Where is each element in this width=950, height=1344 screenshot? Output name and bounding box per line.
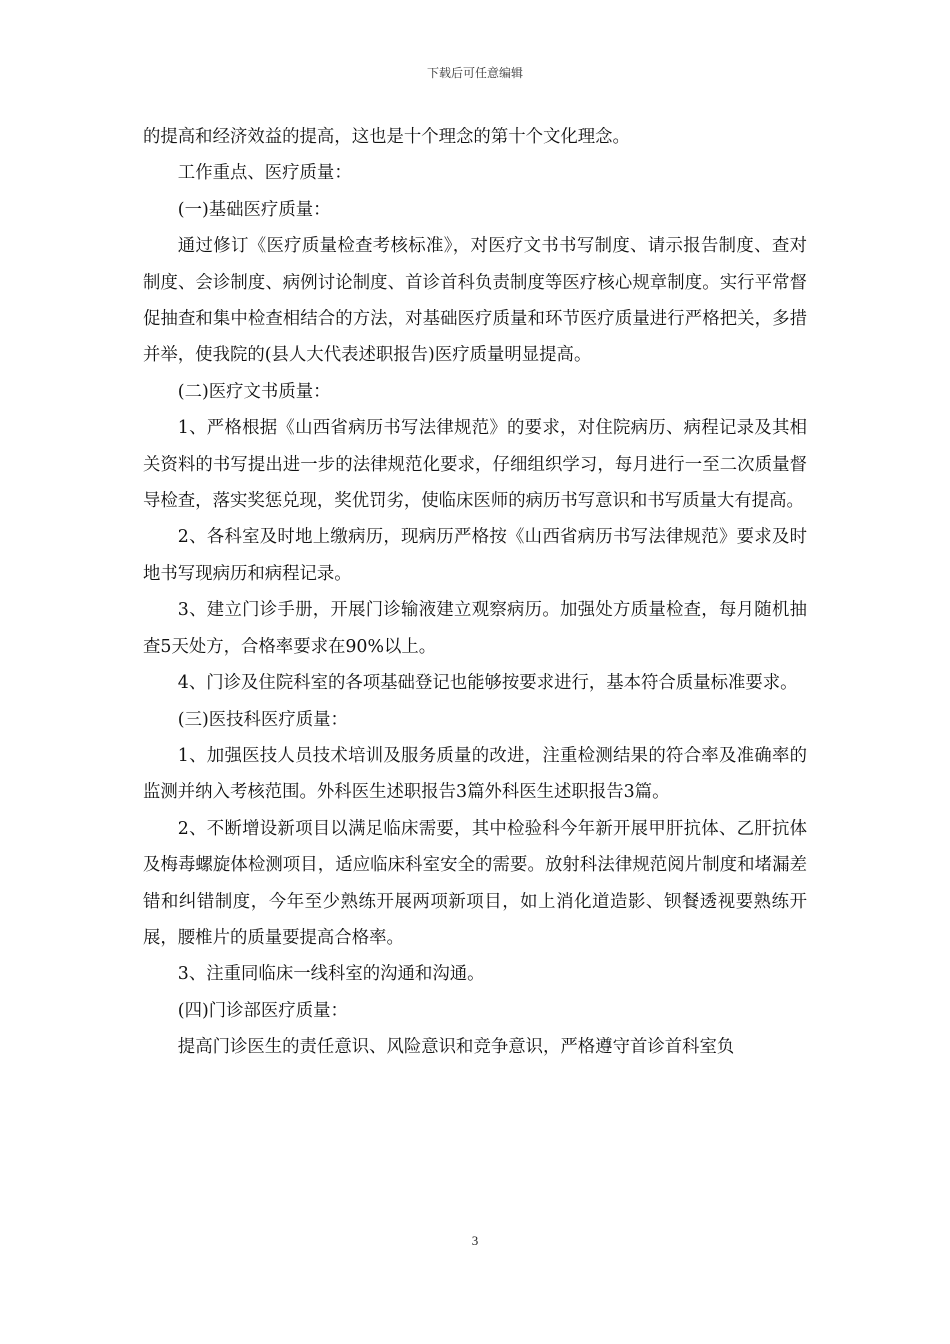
paragraph-7: 2、各科室及时地上缴病历，现病历严格按《山西省病历书写法律规范》要求及时地书写现病历和病程记录。 bbox=[143, 527, 807, 584]
paragraph-3: (一)基础医疗质量： bbox=[177, 199, 331, 220]
paragraph-4: 通过修订《医疗质量检查考核标准》，对医疗文书书写制度、请示报告制度、查对制度、会诊制度、病例讨论制度、首诊首科负责制度等医疗核心规章制度。实行平常督促抽查和集中检查相结合的方法，对基础医疗质量和环节医疗质量进行严格把关，多措并举，使我院的(县人大代表述职报告)医疗质量明显提高。 bbox=[143, 236, 807, 366]
paragraph-13: 3、注重同临床一线科室的沟通和沟通。 bbox=[177, 964, 485, 985]
paragraph-2: 工作重点、医疗质量： bbox=[177, 163, 352, 184]
paragraph-15: 提高门诊医生的责任意识、风险意识和竞争意识，严格遵守首诊首科室负 bbox=[177, 1037, 735, 1058]
paragraph-14: (四)门诊部医疗质量： bbox=[177, 1000, 348, 1021]
page-number: 3 bbox=[471, 1233, 479, 1248]
paragraph-10: (三)医技科医疗质量： bbox=[177, 709, 348, 730]
paragraph-12: 2、不断增设新项目以满足临床需要，其中检验科今年新开展甲肝抗体、乙肝抗体及梅毒螺旋体检测项目，适应临床科室安全的需要。放射科法律规范阅片制度和堵漏差错和纠错制度，今年至少熟练开展两项新项目，如上消化道造影、钡餐透视要熟练开展，腰椎片的质量要提高合格率。 bbox=[143, 818, 807, 948]
document-body bbox=[143, 119, 807, 1066]
paragraph-5: (二)医疗文书质量： bbox=[177, 381, 331, 402]
paragraph-9: 4、门诊及住院科室的各项基础登记也能够按要求进行，基本符合质量标准要求。 bbox=[177, 673, 798, 694]
paragraph-1: 的提高和经济效益的提高，这也是十个理念的第十个文化理念。 bbox=[143, 127, 630, 147]
paragraph-6: 1、严格根据《山西省病历书写法律规范》的要求，对住院病历、病程记录及其相关资料的书写提出进一步的法律规范化要求，仔细组织学习，每月进行一至二次质量督导检查，落实奖惩兑现，奖优罚劣，使临床医师的病历书写意识和书写质量大有提高。 bbox=[143, 418, 807, 512]
paragraph-8: 3、建立门诊手册，开展门诊输液建立观察病历。加强处方质量检查，每月随机抽查5天处方，合格率要求在90%以上。 bbox=[143, 600, 807, 657]
paragraph-11: 1、加强医技人员技术培训及服务质量的改进，注重检测结果的符合率及准确率的监测并纳入考核范围。外科医生述职报告3篇外科医生述职报告3篇。 bbox=[143, 745, 807, 803]
page-header: 下载后可任意编辑 bbox=[426, 66, 523, 80]
